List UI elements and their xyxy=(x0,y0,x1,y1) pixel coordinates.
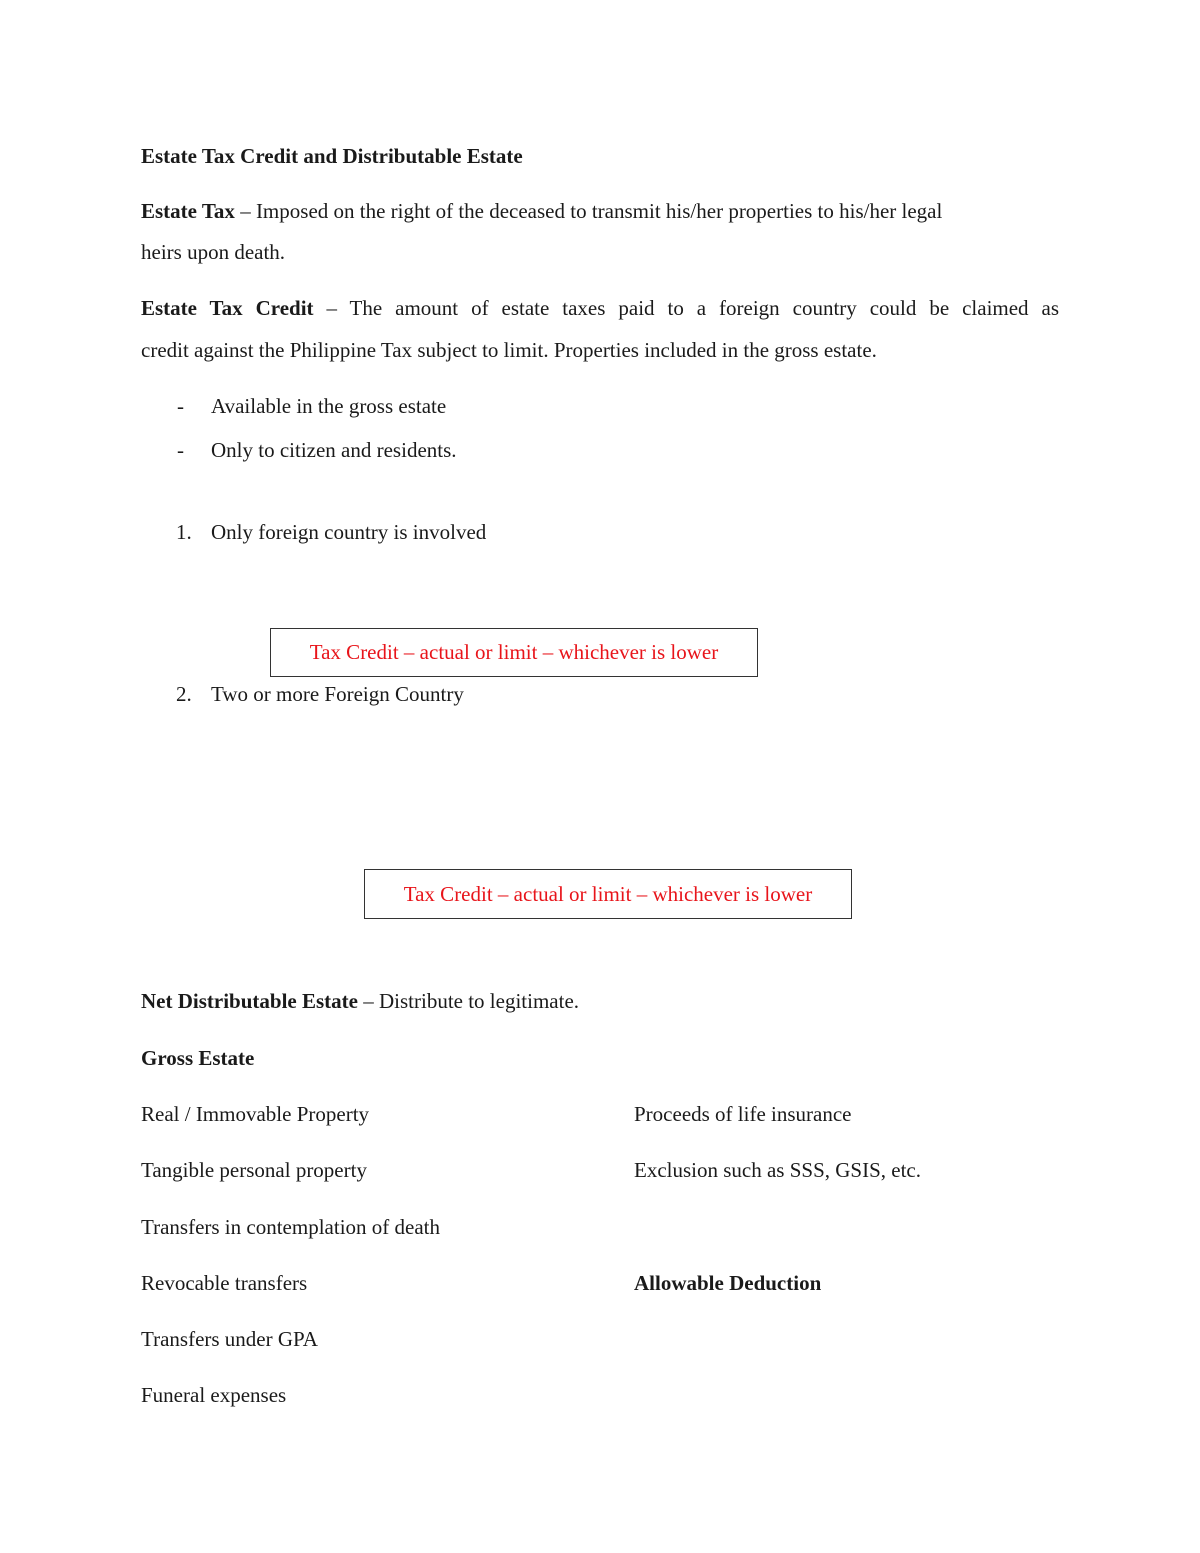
net-distributable-def: – Distribute to legitimate. xyxy=(357,989,580,1013)
gross-estate-item: Transfers under GPA xyxy=(141,1327,318,1351)
bullet-marker: - xyxy=(177,394,184,418)
bullet-item: Available in the gross estate xyxy=(211,394,447,418)
gross-estate-heading: Gross Estate xyxy=(141,1046,255,1070)
numbered-marker: 2. xyxy=(176,682,192,706)
estate-tax-term: Estate Tax xyxy=(141,199,235,223)
gross-estate-item: Tangible personal property xyxy=(141,1158,367,1182)
estate-tax-credit-def-line2: credit against the Philippine Tax subject to limit. Properties included in the gross estate. xyxy=(141,338,877,362)
estate-tax-definition xyxy=(141,199,942,224)
gross-estate-item: Funeral expenses xyxy=(141,1383,287,1407)
estate-tax-def-line1: – Imposed on the right of the deceased to transmit his/her properties to his/her legal xyxy=(234,199,943,223)
estate-tax-credit-definition xyxy=(141,296,1059,321)
numbered-marker: 1. xyxy=(176,520,192,544)
gross-estate-item: Real / Immovable Property xyxy=(141,1102,370,1126)
estate-tax-def-line2: heirs upon death. xyxy=(141,240,286,264)
gross-estate-item-right: Exclusion such as SSS, GSIS, etc. xyxy=(634,1158,922,1182)
gross-estate-item: Revocable transfers xyxy=(141,1271,308,1295)
gross-estate-item-right: Proceeds of life insurance xyxy=(634,1102,852,1126)
numbered-item: Only foreign country is involved xyxy=(211,520,487,544)
gross-estate-item: Transfers in contemplation of death xyxy=(141,1215,440,1239)
net-distributable-term: Net Distributable Estate xyxy=(141,989,358,1013)
numbered-item: Two or more Foreign Country xyxy=(211,682,464,706)
tax-credit-box: Tax Credit – actual or limit – whichever is lower xyxy=(270,628,758,677)
bullet-item: Only to citizen and residents. xyxy=(211,438,457,462)
estate-tax-credit-def-line1: – The amount of estate taxes paid to a foreign country could be claimed as xyxy=(313,296,1059,320)
net-distributable-definition xyxy=(141,989,579,1014)
document-title: Estate Tax Credit and Distributable Estate xyxy=(141,144,523,168)
bullet-marker: - xyxy=(177,438,184,462)
tax-credit-box: Tax Credit – actual or limit – whichever is lower xyxy=(364,869,852,919)
allowable-deduction-heading: Allowable Deduction xyxy=(634,1271,822,1295)
estate-tax-credit-term: Estate Tax Credit xyxy=(141,296,314,320)
